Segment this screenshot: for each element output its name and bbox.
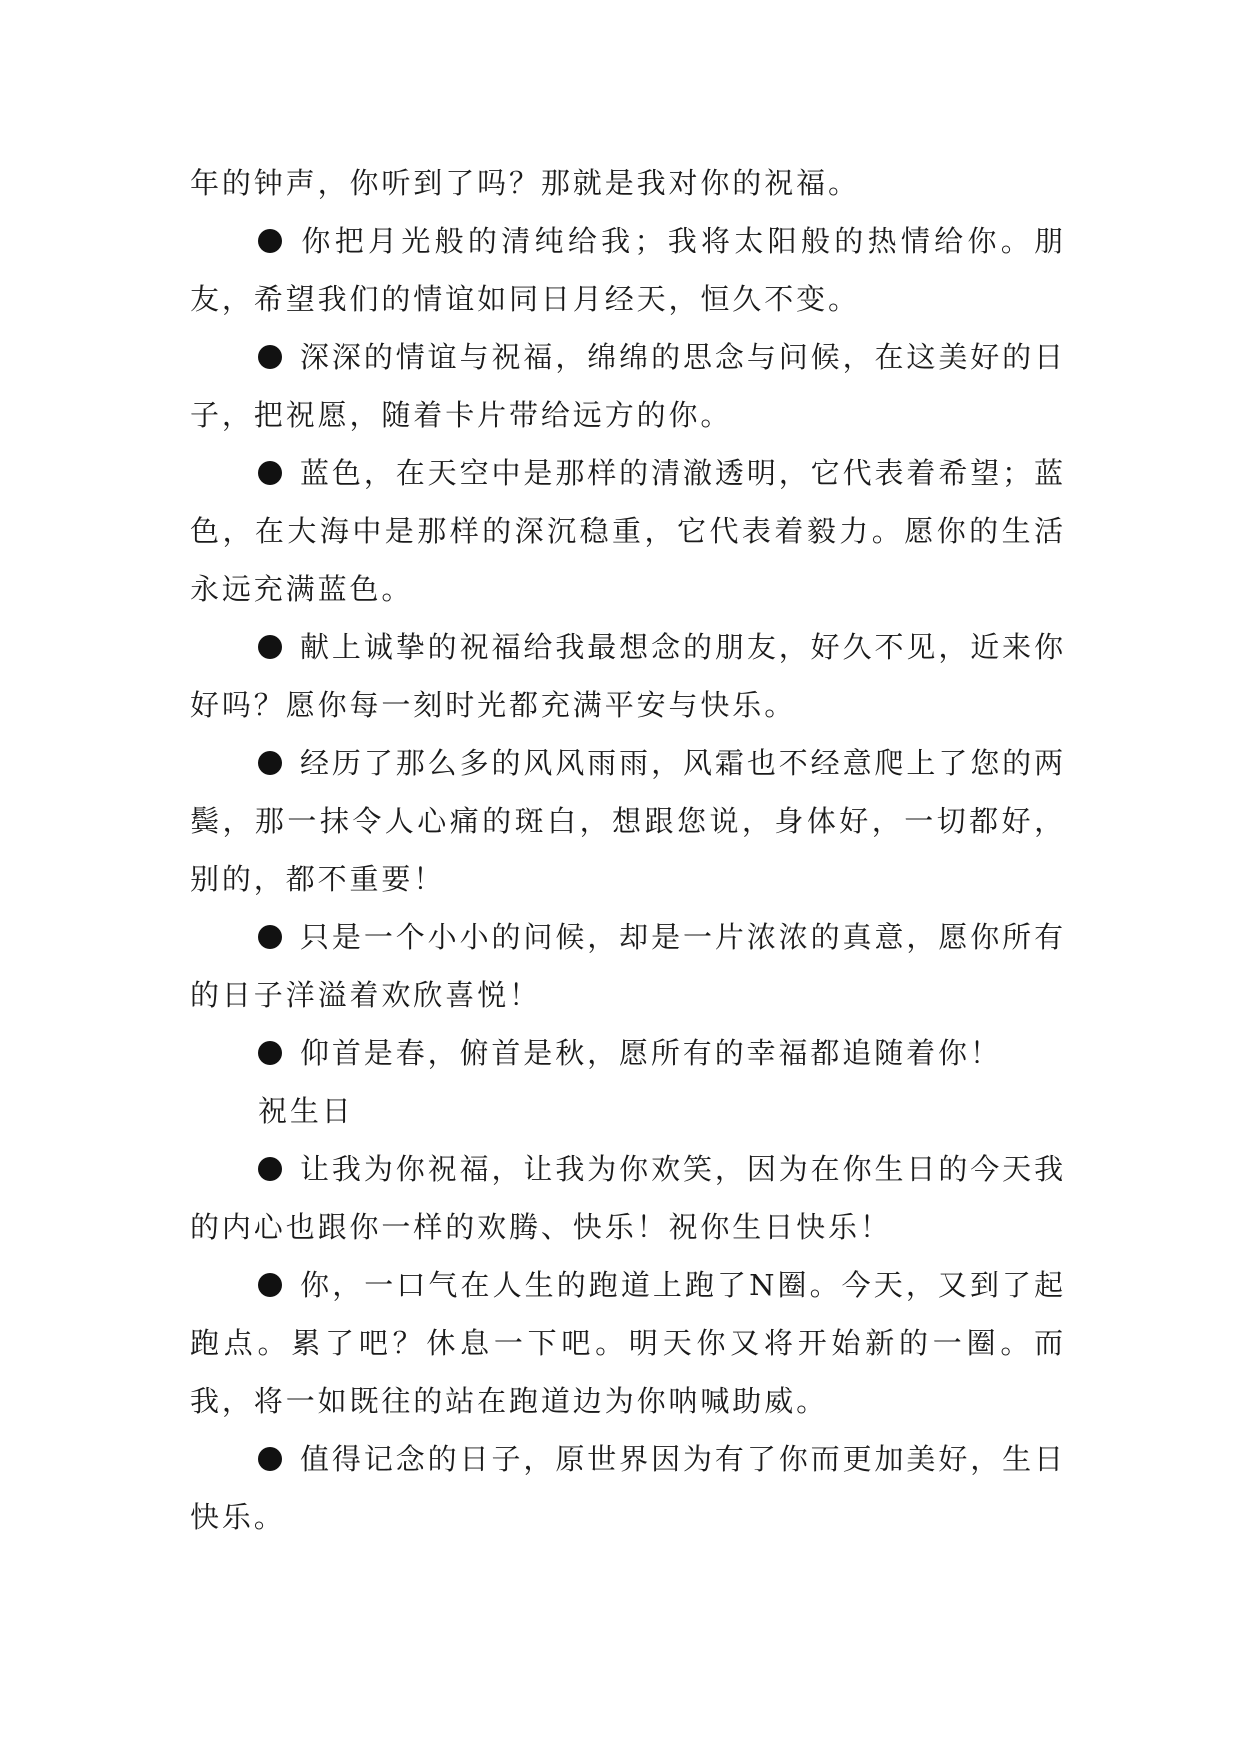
- bullet-icon: [258, 461, 282, 485]
- paragraph-text: 让我为你祝福，让我为你欢笑，因为在你生日的今天我的内心也跟你一样的欢腾、快乐！祝你生日快乐！: [190, 1152, 1066, 1244]
- section-heading: [190, 1082, 1066, 1140]
- paragraph-7: [190, 1024, 1066, 1082]
- paragraph-text: 深深的情谊与祝福，绵绵的思念与问候，在这美好的日子，把祝愿，随着卡片带给远方的你。: [190, 340, 1066, 432]
- paragraph-4: [190, 618, 1066, 734]
- bullet-icon: [258, 1273, 282, 1297]
- paragraph-10: [190, 1256, 1066, 1430]
- paragraph-text: 献上诚挚的祝福给我最想念的朋友，好久不见，近来你好吗？愿你每一刻时光都充满平安与快乐。: [190, 630, 1066, 722]
- paragraph-text: 值得记念的日子，原世界因为有了你而更加美好，生日快乐。: [190, 1442, 1066, 1534]
- paragraph-3: [190, 444, 1066, 618]
- bullet-icon: [258, 635, 282, 659]
- paragraph-text: 经历了那么多的风风雨雨，风霜也不经意爬上了您的两鬓，那一抹令人心痛的斑白，想跟您说，身体好，一切都好，别的，都不重要！: [190, 746, 1066, 896]
- section-heading-text: 祝生日: [258, 1094, 354, 1128]
- paragraph-11: [190, 1430, 1066, 1546]
- bullet-icon: [258, 1447, 282, 1471]
- paragraph-text: 仰首是春，俯首是秋，愿所有的幸福都追随着你！: [300, 1036, 1002, 1070]
- paragraph-0: [190, 154, 1066, 212]
- bullet-icon: [258, 345, 282, 369]
- paragraph-9: [190, 1140, 1066, 1256]
- paragraph-6: [190, 908, 1066, 1024]
- paragraph-text: 蓝色，在天空中是那样的清澈透明，它代表着希望；蓝色，在大海中是那样的深沉稳重，它代表着毅力。愿你的生活永远充满蓝色。: [190, 456, 1066, 606]
- paragraph-text: 你，一口气在人生的跑道上跑了N圈。今天，又到了起跑点。累了吧？休息一下吧。明天你又将开始新的一圈。而我，将一如既往的站在跑道边为你呐喊助威。: [190, 1268, 1066, 1418]
- paragraph-text: 只是一个小小的问候，却是一片浓浓的真意，愿你所有的日子洋溢着欢欣喜悦！: [190, 920, 1066, 1012]
- paragraph-text: 年的钟声，你听到了吗？那就是我对你的祝福。: [190, 166, 860, 200]
- bullet-icon: [258, 229, 282, 253]
- document-body: [190, 154, 1066, 1546]
- paragraph-text: 你把月光般的清纯给我；我将太阳般的热情给你。朋友，希望我们的情谊如同日月经天，恒久不变。: [190, 224, 1066, 316]
- bullet-icon: [258, 1041, 282, 1065]
- bullet-icon: [258, 1157, 282, 1181]
- bullet-icon: [258, 925, 282, 949]
- paragraph-1: [190, 212, 1066, 328]
- paragraph-5: [190, 734, 1066, 908]
- bullet-icon: [258, 751, 282, 775]
- paragraph-2: [190, 328, 1066, 444]
